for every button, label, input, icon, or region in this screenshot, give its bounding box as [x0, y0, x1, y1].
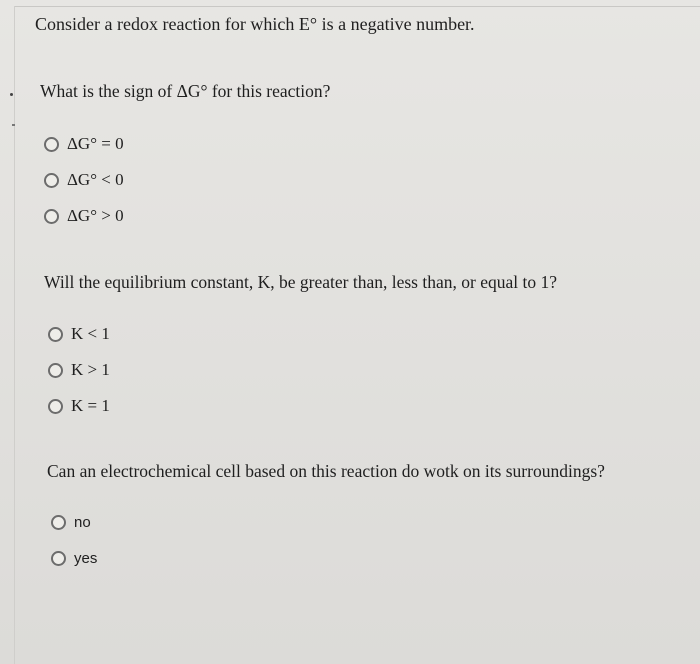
top-divider [14, 6, 700, 7]
margin-mark [12, 124, 15, 126]
option-dg-equal-zero[interactable] [44, 126, 124, 162]
option-label: ΔG° < 0 [67, 170, 124, 189]
problem-statement: Consider a redox reaction for which E° is a negative number. [35, 14, 475, 34]
option-dg-greater-zero[interactable] [44, 198, 124, 234]
option-no[interactable] [51, 504, 97, 540]
radio-button[interactable] [44, 137, 59, 152]
question-3-prompt: Can an electrochemical cell based on this reaction do wotk on its surroundings? [47, 461, 605, 481]
margin-mark [10, 93, 13, 96]
left-border [14, 6, 15, 664]
question-2-options [48, 316, 110, 424]
radio-button[interactable] [44, 173, 59, 188]
radio-button[interactable] [48, 327, 63, 342]
option-label: ΔG° > 0 [67, 206, 124, 225]
question-1-prompt: What is the sign of ΔG° for this reaction? [40, 81, 331, 101]
option-dg-less-zero[interactable] [44, 162, 124, 198]
radio-button[interactable] [51, 551, 66, 566]
option-yes[interactable] [51, 540, 97, 576]
option-label: K > 1 [71, 360, 110, 379]
radio-button[interactable] [48, 363, 63, 378]
question-3-options [51, 504, 97, 576]
question-2-prompt: Will the equilibrium constant, K, be greater than, less than, or equal to 1? [44, 272, 557, 292]
option-k-less-one[interactable] [48, 316, 110, 352]
option-label: ΔG° = 0 [67, 134, 124, 153]
option-label: yes [74, 549, 98, 567]
radio-button[interactable] [48, 399, 63, 414]
question-1-options [44, 126, 124, 234]
option-k-greater-one[interactable] [48, 352, 110, 388]
option-label: K = 1 [71, 396, 110, 415]
option-k-equal-one[interactable] [48, 388, 110, 424]
option-label: K < 1 [71, 324, 110, 343]
option-label: no [74, 513, 91, 531]
radio-button[interactable] [51, 515, 66, 530]
radio-button[interactable] [44, 209, 59, 224]
